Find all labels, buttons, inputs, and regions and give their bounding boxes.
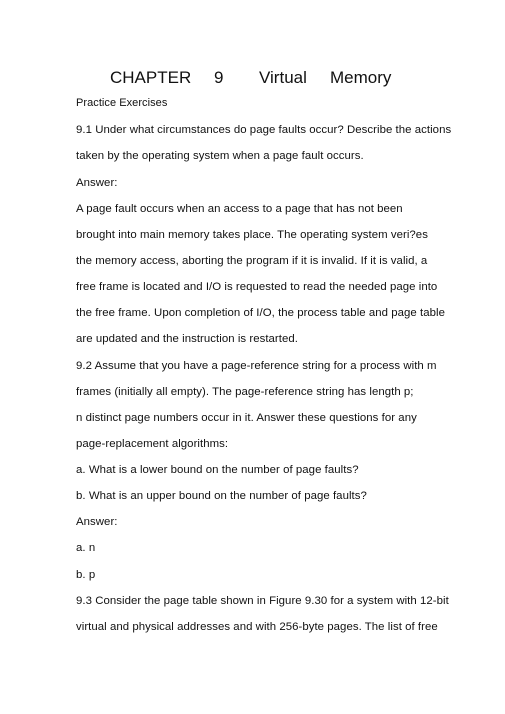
answer-text-line: free frame is located and I/O is requested to read the needed page into: [76, 281, 438, 293]
exercise-9-2-question-line: frames (initially all empty). The page-reference string has length p;: [76, 386, 414, 398]
exercise-9-2-subquestion-b: b. What is an upper bound on the number of page faults?: [76, 490, 367, 502]
exercise-9-1-question-line: 9.1 Under what circumstances do page faults occur? Describe the actions: [76, 124, 452, 136]
answer-text-line: are updated and the instruction is restarted.: [76, 333, 298, 345]
exercise-9-1-question-line: taken by the operating system when a page fault occurs.: [76, 150, 364, 162]
answer-label: Answer:: [76, 177, 118, 189]
answer-text-line: the free frame. Upon completion of I/O, the process table and page table: [76, 307, 445, 319]
chapter-title: [0, 66, 505, 90]
answer-text-line: the memory access, aborting the program if it is invalid. If it is valid, a: [76, 255, 428, 267]
exercise-9-2-question-line: n distinct page numbers occur in it. Answer these questions for any: [76, 412, 417, 424]
answer-text-line: brought into main memory takes place. The operating system veri?es: [76, 229, 428, 241]
title-memory-word: Memory: [330, 68, 392, 87]
exercise-9-3-question-line: virtual and physical addresses and with 256-byte pages. The list of free: [76, 621, 438, 633]
answer-text-line: A page fault occurs when an access to a page that has not been: [76, 203, 403, 215]
title-chapter-word: CHAPTER: [110, 68, 192, 87]
section-heading-practice-exercises: Practice Exercises: [76, 97, 168, 109]
exercise-9-2-question-line: 9.2 Assume that you have a page-reference string for a process with m: [76, 360, 437, 372]
answer-item-b: b. p: [76, 569, 96, 581]
answer-item-a: a. n: [76, 542, 96, 554]
title-virtual-word: Virtual: [259, 68, 307, 87]
answer-label: Answer:: [76, 516, 118, 528]
exercise-9-2-subquestion-a: a. What is a lower bound on the number of page faults?: [76, 464, 359, 476]
title-chapter-number: 9: [214, 68, 224, 87]
exercise-9-2-question-line: page-replacement algorithms:: [76, 438, 229, 450]
exercise-9-3-question-line: 9.3 Consider the page table shown in Figure 9.30 for a system with 12-bit: [76, 595, 449, 607]
